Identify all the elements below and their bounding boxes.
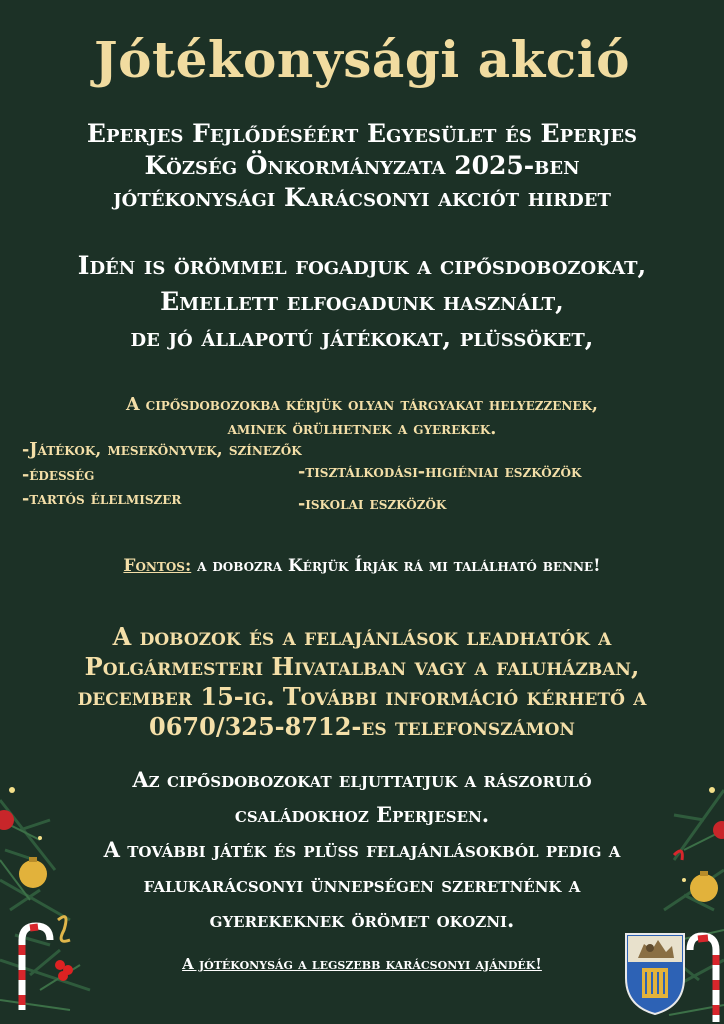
list-item-school: -iskolai eszközök <box>298 494 447 514</box>
request-paragraph <box>0 393 724 441</box>
announcement-line: Község Önkormányzata 2025-ben <box>144 151 580 180</box>
important-text: a dobozra Kérjük Írják rá mi található benne! <box>191 556 601 576</box>
announcement-line: jótékonysági Karácsonyi akciót hirdet <box>113 183 611 212</box>
coat-of-arms-emblem <box>624 932 686 1016</box>
footer-slogan: A jótékonyság a legszebb karácsonyi ajándék! <box>182 955 542 973</box>
delivery-line: falukarácsonyi ünnepségen szeretnénk a <box>143 872 581 897</box>
dropoff-line: december 15-ig. További információ kérhető a <box>77 682 647 711</box>
delivery-paragraph <box>0 762 724 937</box>
dropoff-line: Polgármesteri Hivatalban vagy a faluházban, <box>84 652 640 681</box>
dropoff-line: A dobozok és a felajánlások leadhatók a <box>112 622 612 651</box>
list-item-toys: -Játékok, mesekönyvek, színezők <box>22 440 302 460</box>
request-line: A cipősdobozokba kérjük olyan tárgyakat helyezzenek, <box>125 395 599 415</box>
important-notice <box>0 556 724 576</box>
list-item-sweets: -édesség <box>22 465 95 485</box>
important-label: Fontos: <box>123 556 192 576</box>
intro-line: Idén is örömmel fogadjuk a cipősdobozokat, <box>77 251 647 280</box>
intro-line: Emellett elfogadunk használt, <box>160 287 564 316</box>
request-line: aminek örülhetnek a gyerekek. <box>227 419 497 439</box>
intro-paragraph <box>0 248 724 356</box>
delivery-line: Az cipősdobozokat eljuttatjuk a rászoruló <box>132 767 592 792</box>
list-item-hygiene: -tisztálkodási-higiéniai eszközök <box>298 462 582 482</box>
list-item-food: -tartós élelmiszer <box>22 489 182 509</box>
organizer-announcement <box>0 118 724 214</box>
delivery-line: A további játék és plüss felajánlásokból pedig a <box>103 837 621 862</box>
page-title: Jótékonysági akció <box>93 30 631 89</box>
phone-line: 0670/325-8712-es telefonszámon <box>149 712 575 741</box>
dropoff-paragraph <box>0 622 724 742</box>
announcement-line: Eperjes Fejlődéséért Egyesület és Eperjes <box>86 119 638 148</box>
intro-line: de jó állapotú játékokat, plüssöket, <box>130 323 594 352</box>
delivery-line: gyerekeknek örömet okozni. <box>209 907 515 932</box>
delivery-line: családokhoz Eperjesen. <box>234 802 490 827</box>
